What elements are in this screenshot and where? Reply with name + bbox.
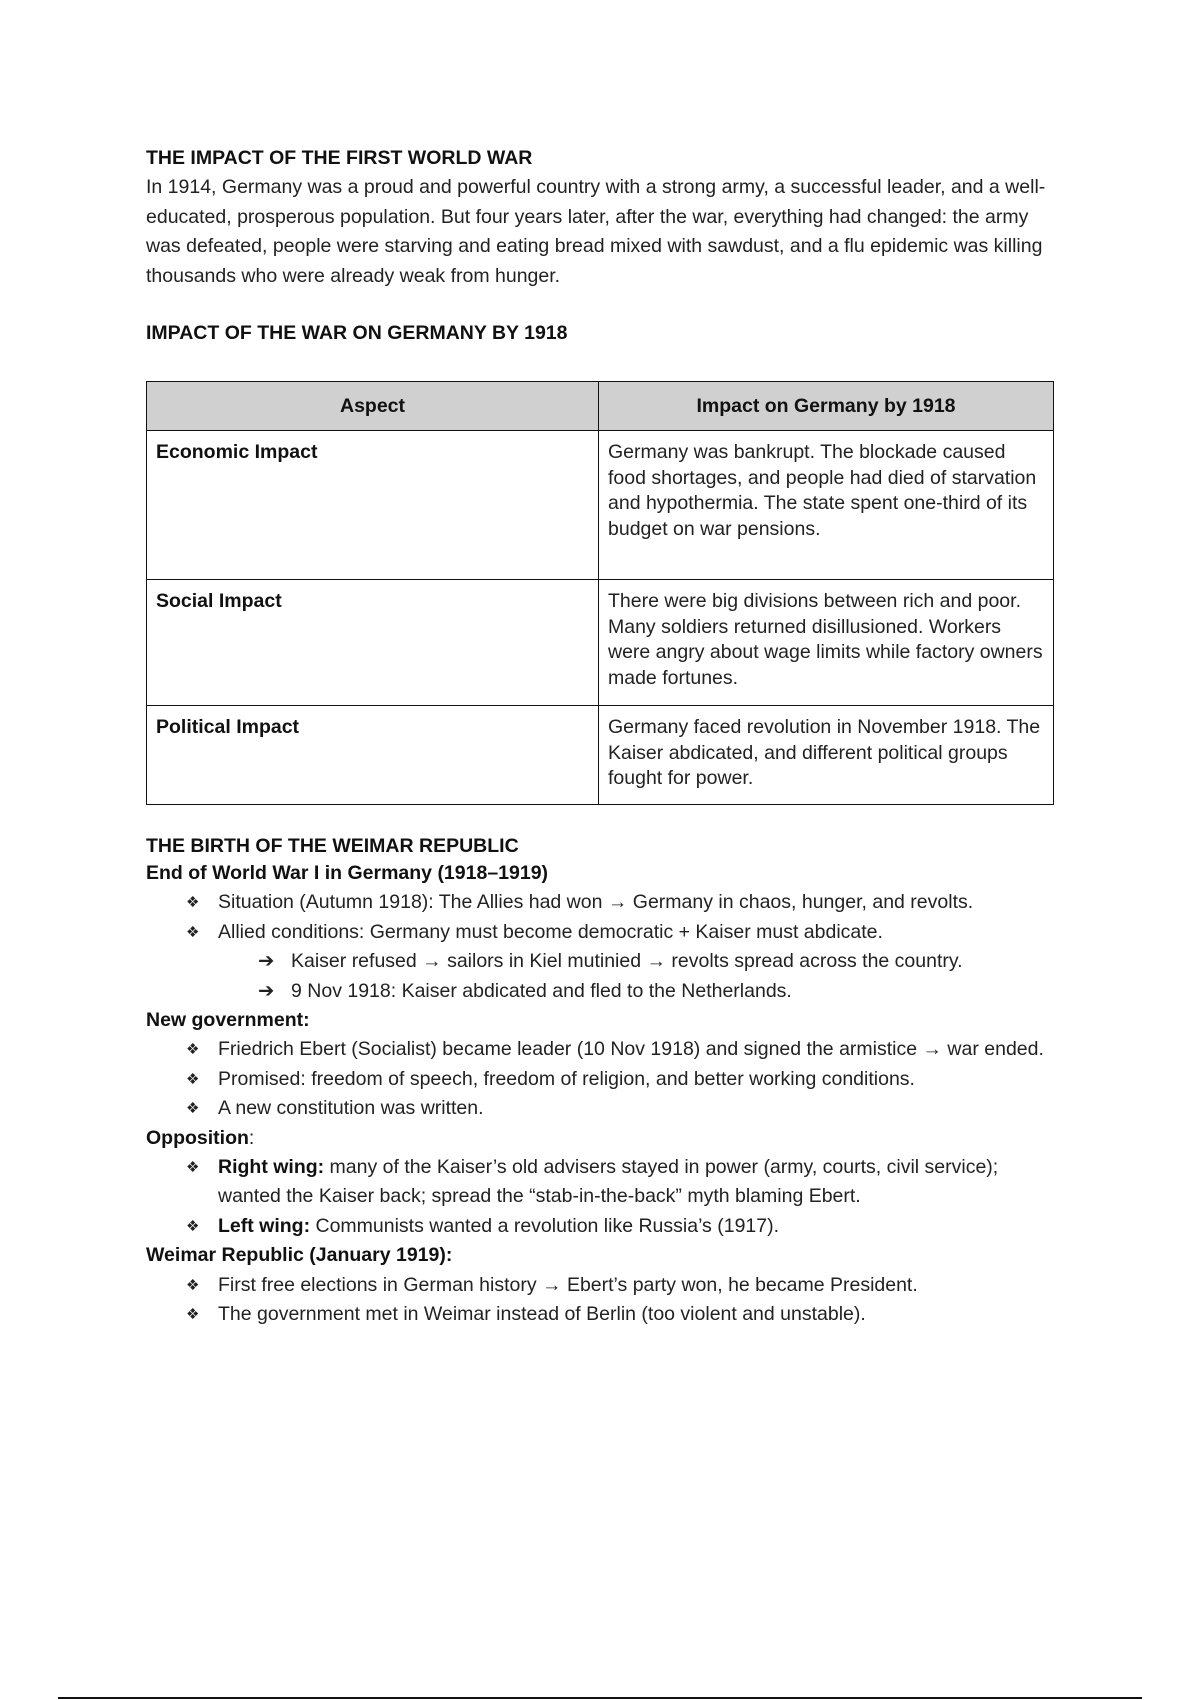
- list-item: [146, 1212, 1056, 1241]
- list-item: [146, 1153, 1056, 1212]
- list-item: [146, 888, 1056, 917]
- diamond-bullet-icon: ❖: [186, 1217, 200, 1235]
- bullet-list: [146, 1153, 1056, 1241]
- page-bottom-rule: [58, 1697, 1142, 1699]
- table-row: [147, 706, 1054, 805]
- list-item: [146, 1271, 1056, 1300]
- table-row: [147, 431, 1054, 580]
- table-header-row: [147, 382, 1054, 431]
- list-item: [146, 918, 1056, 947]
- list-item-text: The government met in Weimar instead of Berlin (too violent and unstable).: [218, 1303, 866, 1326]
- bullet-list: [146, 1035, 1056, 1123]
- colon: :: [248, 1126, 255, 1149]
- table-row: [147, 580, 1054, 706]
- bullet-list: [146, 888, 1056, 1006]
- list-item-text: Friedrich Ebert (Socialist) became leader (10 Nov 1918) and signed the armistice → war ended.: [218, 1038, 1044, 1061]
- impact-table: [146, 381, 1054, 805]
- subheading-weimar-republic: Weimar Republic (January 1919):: [146, 1244, 453, 1267]
- list-item: [146, 947, 1056, 976]
- diamond-bullet-icon: ❖: [186, 1070, 200, 1088]
- list-item-label: Right wing:: [218, 1156, 325, 1179]
- list-item-text: many of the Kaiser’s old advisers stayed in power (army, courts, civil service); wanted the Kaiser back; spread the “stab-in-the-back” myth blaming Ebert.: [218, 1156, 999, 1208]
- impact-cell: There were big divisions between rich and poor. Many soldiers returned disillusioned. Workers were angry about wage limits while factory owners made fortunes.: [599, 580, 1054, 706]
- list-item-text: A new constitution was written.: [218, 1097, 484, 1120]
- aspect-cell: Political Impact: [147, 706, 599, 805]
- diamond-bullet-icon: ❖: [186, 1041, 200, 1059]
- diamond-bullet-icon: ❖: [186, 894, 200, 912]
- subheading-end-of-war: End of World War I in Germany (1918–1919): [146, 862, 549, 884]
- aspect-cell: Economic Impact: [147, 431, 599, 580]
- section-heading-table: IMPACT OF THE WAR ON GERMANY BY 1918: [146, 322, 568, 344]
- list-item-text: 9 Nov 1918: Kaiser abdicated and fled to the Netherlands.: [291, 979, 792, 1002]
- column-header-aspect: Aspect: [147, 382, 599, 431]
- diamond-bullet-icon: ❖: [186, 1306, 200, 1324]
- list-item-text: Communists wanted a revolution like Russia’s (1917).: [310, 1214, 780, 1237]
- list-item: [146, 1300, 1056, 1329]
- list-item: [146, 1065, 1056, 1094]
- diamond-bullet-icon: ❖: [186, 1159, 200, 1177]
- bullet-list: [146, 1271, 1056, 1330]
- list-item-text: Situation (Autumn 1918): The Allies had won → Germany in chaos, hunger, and revolts.: [218, 891, 974, 914]
- document-page: [146, 145, 1056, 1330]
- arrow-bullet-icon: ➔: [258, 979, 275, 1002]
- section-heading-weimar: THE BIRTH OF THE WEIMAR REPUBLIC: [146, 835, 519, 857]
- list-item-text: First free elections in German history → Ebert’s party won, he became President.: [218, 1273, 918, 1296]
- list-item-text: Allied conditions: Germany must become democratic + Kaiser must abdicate.: [218, 920, 883, 943]
- list-item: [146, 1035, 1056, 1064]
- diamond-bullet-icon: ❖: [186, 923, 200, 941]
- impact-cell: Germany faced revolution in November 1918. The Kaiser abdicated, and different political groups fought for power.: [599, 706, 1054, 805]
- diamond-bullet-icon: ❖: [186, 1100, 200, 1118]
- aspect-cell: Social Impact: [147, 580, 599, 706]
- subheading-opposition-label: Opposition: [146, 1126, 249, 1149]
- list-item-text: Promised: freedom of speech, freedom of religion, and better working conditions.: [218, 1067, 915, 1090]
- arrow-bullet-icon: ➔: [258, 950, 275, 973]
- column-header-impact: Impact on Germany by 1918: [599, 382, 1054, 431]
- diamond-bullet-icon: ❖: [186, 1276, 200, 1294]
- impact-cell: Germany was bankrupt. The blockade caused food shortages, and people had died of starvation and hypothermia. The state spent one-third of its budget on war pensions.: [599, 431, 1054, 580]
- list-item-text: Kaiser refused → sailors in Kiel mutinied → revolts spread across the country.: [291, 950, 963, 973]
- intro-paragraph: In 1914, Germany was a proud and powerful country with a strong army, a successful leader, and a well-educated, prosperous population. But four years later, after the war, everything had changed: the army was defeated, people were starving and eating bread mixed with sawdust, and a flu epidemic was killing thousands who were already weak from hunger.: [146, 176, 1046, 287]
- subheading-opposition: [146, 1124, 1056, 1153]
- list-item: [146, 977, 1056, 1006]
- subheading-new-government: New government:: [146, 1009, 310, 1032]
- section-heading-impact: THE IMPACT OF THE FIRST WORLD WAR: [146, 147, 533, 169]
- list-item-label: Left wing:: [218, 1214, 311, 1237]
- list-item: [146, 1094, 1056, 1123]
